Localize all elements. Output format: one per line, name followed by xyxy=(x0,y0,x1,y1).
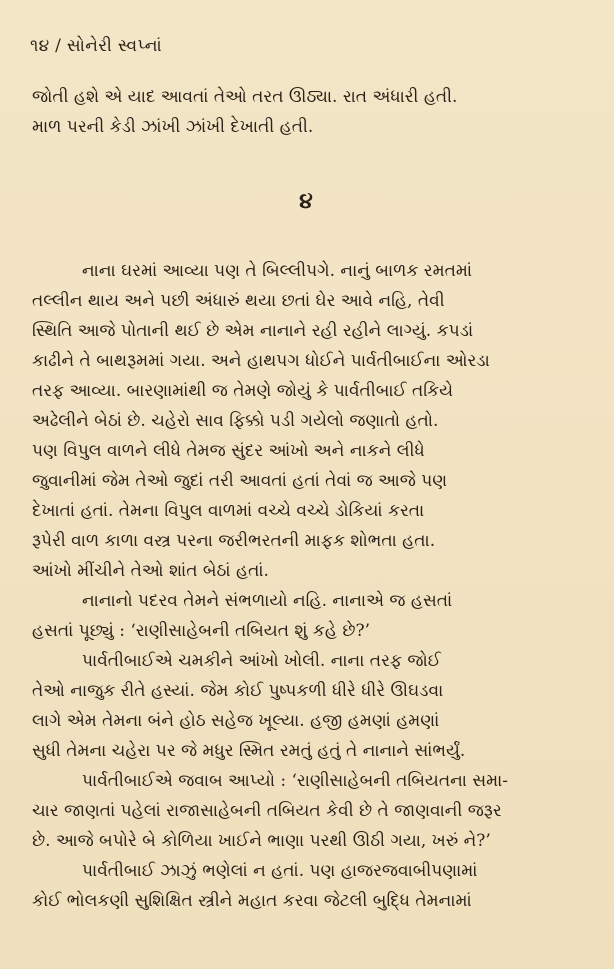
text-line: કાઢીને તે બાથરૂમમાં ગયા. અને હાથપગ ધોઈને પાર્વતીબાઈના ઓરડા xyxy=(32,351,490,371)
text-line: અઢેલીને બેઠાં છે. ચહેરો સાવ ફિક્કો પડી ગયેલો જણાતો હતો. xyxy=(32,411,439,431)
text-line: પાર્વતીબાઈ ઝાઝું ભણેલાં ન હતાં. પણ હાજરજવાબીપણામાં xyxy=(82,861,478,881)
text-line: છે. આજે બપોરે બે કોળિયા ખાઈને ભાણા પરથી ઊઠી ગયા, ખરું ને?’ xyxy=(32,831,491,851)
text-line: નાનાનો પદરવ તેમને સંભળાયો નહિ. નાનાએ જ હસતાં xyxy=(82,591,453,611)
text-line: લાગે એમ તેમના બંને હોઠ સહેજ ખૂલ્યા. હજી હમણાં હમણાં xyxy=(32,711,440,731)
paragraph xyxy=(32,856,580,916)
text-line: જુવાનીમાં જેમ તેઓ જુદાં તરી આવતાં હતાં તેવાં જ આજે પણ xyxy=(32,471,448,491)
paragraph xyxy=(32,586,580,646)
paragraph xyxy=(32,256,580,586)
text-line: માળ પરની કેડી ઝાંખી ઝાંખી દેખાતી હતી. xyxy=(32,117,314,137)
text-line: પણ વિપુલ વાળને લીધે તેમજ સુંદર આંખો અને નાકને લીધે xyxy=(32,441,425,461)
body-text xyxy=(32,82,580,916)
text-line: નાના ઘરમાં આવ્યા પણ તે બિલ્લીપગે. નાનું બાળક રમતમાં xyxy=(82,261,473,281)
text-line: પાર્વતીબાઈએ ચમકીને આંખો ખોલી. નાના તરફ જોઈ xyxy=(82,651,441,671)
running-head: ૧૪ / સોનેરી સ્વપ્નાં xyxy=(30,36,162,56)
text-line: સ્થિતિ આજે પોતાની થઈ છે એમ નાનાને રહી રહીને લાગ્યું. કપડાં xyxy=(32,321,474,341)
text-line: ચાર જાણતાં પહેલાં રાજાસાહેબની તબિયત કેવી છે તે જાણવાની જરૂર xyxy=(32,801,502,821)
paragraph xyxy=(32,766,580,856)
text-line: તરફ આવ્યા. બારણામાંથી જ તેમણે જોયું કે પાર્વતીબાઈ તકિયે xyxy=(32,381,454,401)
text-line: સુધી તેમના ચહેરા પર જે મધુર સ્મિત રમતું હતું તે નાનાને સાંભર્યું. xyxy=(32,741,466,761)
text-line: તલ્લીન થાય અને પછી અંધારું થયા છતાં ઘેર આવે નહિ, તેવી xyxy=(32,291,445,311)
chapter-number: ૪ xyxy=(299,188,313,214)
text-line: રૂપેરી વાળ કાળા વસ્ત્ર પરના જરીભરતની માફક શોભતા હતા. xyxy=(32,531,436,551)
text-line: કોઈ ભોલકણી સુશિક્ષિત સ્ત્રીને મહાત કરવા જેટલી બુદ્ધિ તેમનામાં xyxy=(32,891,472,911)
text-line: દેખાતાં હતાં. તેમના વિપુલ વાળમાં વચ્ચે વચ્ચે ડોકિયાં કરતા xyxy=(32,501,425,521)
text-line: પાર્વતીબાઈએ જવાબ આપ્યો : ‘રાણીસાહેબની તબિયતના સમા- xyxy=(82,771,509,791)
paragraph xyxy=(32,646,580,766)
text-line: જોતી હશે એ યાદ આવતાં તેઓ તરત ઊઠ્યા. રાત અંધારી હતી. xyxy=(32,87,458,107)
text-line: તેઓ નાજુક રીતે હસ્યાં. જેમ કોઈ પુષ્પકળી ધીરે ધીરે ઊઘડવા xyxy=(32,681,444,701)
text-line: હસતાં પૂછ્યું : ‘રાણીસાહેબની તબિયત શું કહે છે?’ xyxy=(32,621,371,641)
text-line: આંખો મીંચીને તેઓ શાંત બેઠાં હતાં. xyxy=(32,561,269,581)
